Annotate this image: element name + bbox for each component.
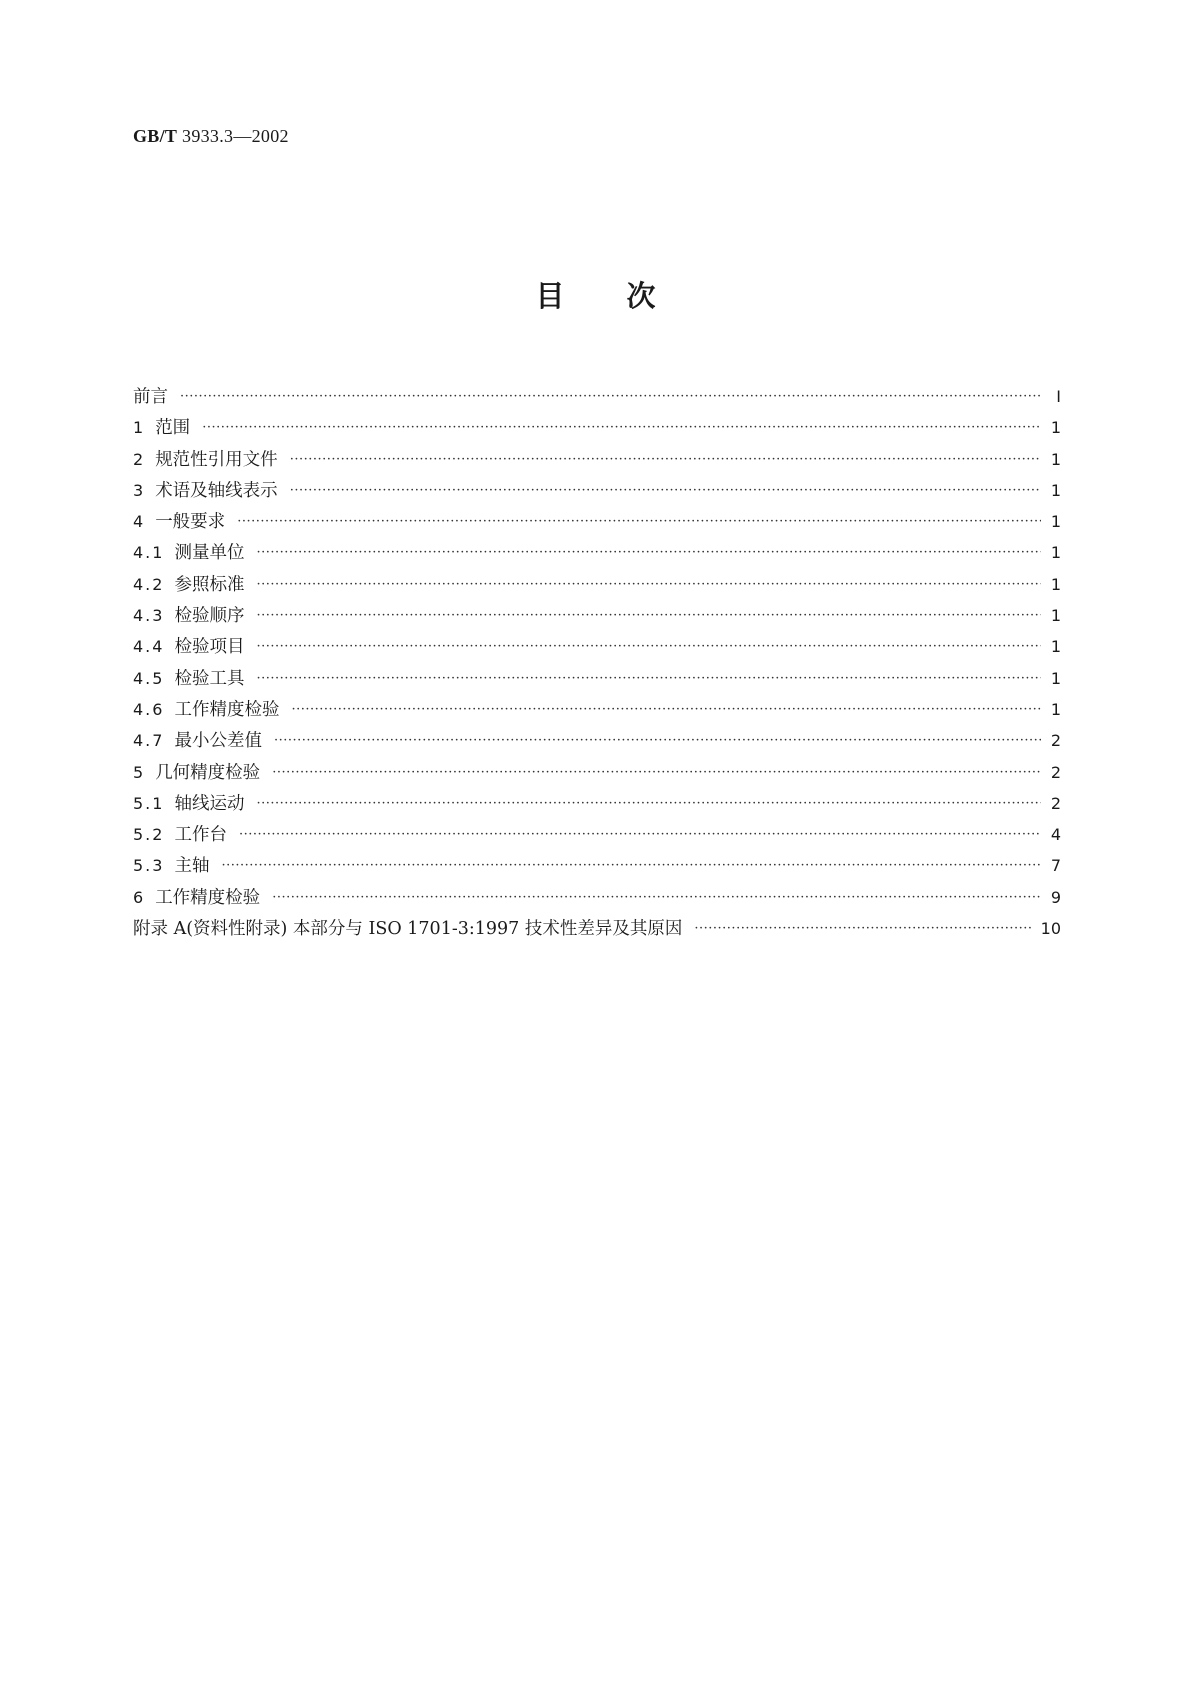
toc-entry-label: 轴线运动: [174, 793, 245, 814]
toc-entry-label: 规范性引用文件: [155, 449, 278, 470]
toc-entry-number: 4.6: [133, 699, 165, 719]
toc-leader-dots: [290, 483, 1041, 498]
toc-entry[interactable]: [133, 446, 1061, 477]
toc-entry-number: 4.3: [133, 606, 165, 626]
toc-leader-dots: [180, 389, 1041, 404]
toc-leader-dots: [272, 890, 1041, 905]
toc-entry-number: 4.4: [133, 637, 165, 657]
toc-entry-number: 4.7: [133, 731, 165, 751]
toc-entry-page: 4: [1050, 825, 1061, 845]
toc-leader-dots: [256, 608, 1041, 623]
toc-entry-label: 前言: [133, 387, 168, 407]
toc-entry-number: 5: [133, 762, 146, 782]
standard-code-number: 3933.3—2002: [177, 126, 289, 146]
toc-entry-page: 1: [1050, 512, 1061, 532]
toc-leader-dots: [256, 796, 1041, 811]
toc-entry[interactable]: [133, 477, 1061, 508]
toc-entry-label: 工作精度检验: [174, 699, 280, 720]
toc-leader-dots: [256, 639, 1041, 654]
toc-entry-label: 检验项目: [174, 637, 245, 658]
toc-entry[interactable]: [133, 696, 1061, 727]
toc-entry-number: 5.3: [133, 856, 165, 876]
toc-entry-label: 检验顺序: [174, 606, 245, 627]
toc-entry-page: 1: [1050, 574, 1061, 594]
toc-entry-label: 一般要求: [155, 512, 226, 533]
toc-leader-dots: [239, 827, 1041, 842]
toc-entry-page: 1: [1050, 418, 1061, 438]
toc-leader-dots: [202, 420, 1041, 435]
toc-entry-label: 几何精度检验: [155, 762, 261, 783]
toc-entry-page: 9: [1050, 887, 1061, 907]
toc-entry[interactable]: [133, 852, 1061, 883]
toc-leader-dots: [694, 921, 1032, 936]
toc-entry-label: 参照标准: [174, 574, 245, 595]
toc-entry-page: 1: [1050, 449, 1061, 469]
toc-entry-label: 附录 A(资料性附录) 本部分与 ISO 1701-3:1997 技术性差异及其原因: [133, 919, 683, 940]
toc-entry-number: 5.2: [133, 825, 165, 845]
toc-entry-number: 3: [133, 480, 146, 500]
toc-leader-dots: [256, 671, 1041, 686]
toc-entry-number: 5.1: [133, 793, 165, 813]
toc-entry-page: 1: [1050, 543, 1061, 563]
toc-entry-number: 1: [133, 418, 146, 438]
toc-entry-page: 2: [1050, 793, 1061, 813]
toc-leader-dots: [256, 545, 1041, 560]
toc-entry-label: 工作精度检验: [155, 887, 261, 908]
toc-entry[interactable]: [133, 884, 1061, 915]
toc-entry[interactable]: [133, 790, 1061, 821]
toc-leader-dots: [274, 733, 1041, 748]
toc-entry-page: 1: [1050, 668, 1061, 688]
toc-entry-number: 2: [133, 449, 146, 469]
toc-leader-dots: [290, 452, 1041, 467]
toc-entry-page: 10: [1040, 919, 1061, 939]
toc-entry-label: 工作台: [174, 825, 227, 846]
toc-entry[interactable]: [133, 665, 1061, 696]
toc-entry-page: 1: [1050, 606, 1061, 626]
toc-entry[interactable]: [133, 602, 1061, 633]
toc-leader-dots: [237, 514, 1041, 529]
toc-entry-label: 范围: [155, 418, 191, 439]
toc-entry-page: 1: [1050, 699, 1061, 719]
toc-entry-label: 术语及轴线表示: [155, 480, 278, 501]
toc-entry-number: 4.1: [133, 543, 165, 563]
standard-code-prefix: GB/T: [133, 126, 178, 146]
toc-entry-label: 主轴: [174, 856, 210, 877]
toc-entry-page: 7: [1050, 856, 1061, 876]
toc-entry-page: 1: [1050, 480, 1061, 500]
toc-entry[interactable]: [133, 539, 1061, 570]
toc-leader-dots: [256, 577, 1041, 592]
toc-entry-label: 检验工具: [174, 668, 245, 689]
toc-leader-dots: [272, 765, 1041, 780]
table-of-contents: [133, 383, 1061, 946]
toc-entry[interactable]: [133, 571, 1061, 602]
toc-entry[interactable]: [133, 821, 1061, 852]
toc-entry-page: 2: [1050, 731, 1061, 751]
toc-entry[interactable]: [133, 508, 1061, 539]
toc-entry-number: 4.5: [133, 668, 165, 688]
toc-entry-number: 4.2: [133, 574, 165, 594]
toc-entry-page: 2: [1050, 762, 1061, 782]
toc-leader-dots: [221, 858, 1041, 873]
standard-code: [133, 126, 289, 147]
toc-leader-dots: [291, 702, 1041, 717]
toc-entry-number: 6: [133, 887, 146, 907]
toc-entry-label: 最小公差值: [174, 731, 262, 752]
toc-entry-label: 测量单位: [174, 543, 245, 564]
page-title: 目次: [535, 279, 718, 313]
toc-entry[interactable]: [133, 759, 1061, 790]
toc-entry[interactable]: [133, 633, 1061, 664]
toc-entry[interactable]: [133, 915, 1061, 946]
toc-entry-page: 1: [1050, 637, 1061, 657]
toc-entry[interactable]: [133, 383, 1061, 414]
toc-entry-page: Ⅰ: [1056, 387, 1061, 406]
toc-entry[interactable]: [133, 414, 1061, 445]
toc-entry[interactable]: [133, 727, 1061, 758]
toc-entry-number: 4: [133, 512, 146, 532]
